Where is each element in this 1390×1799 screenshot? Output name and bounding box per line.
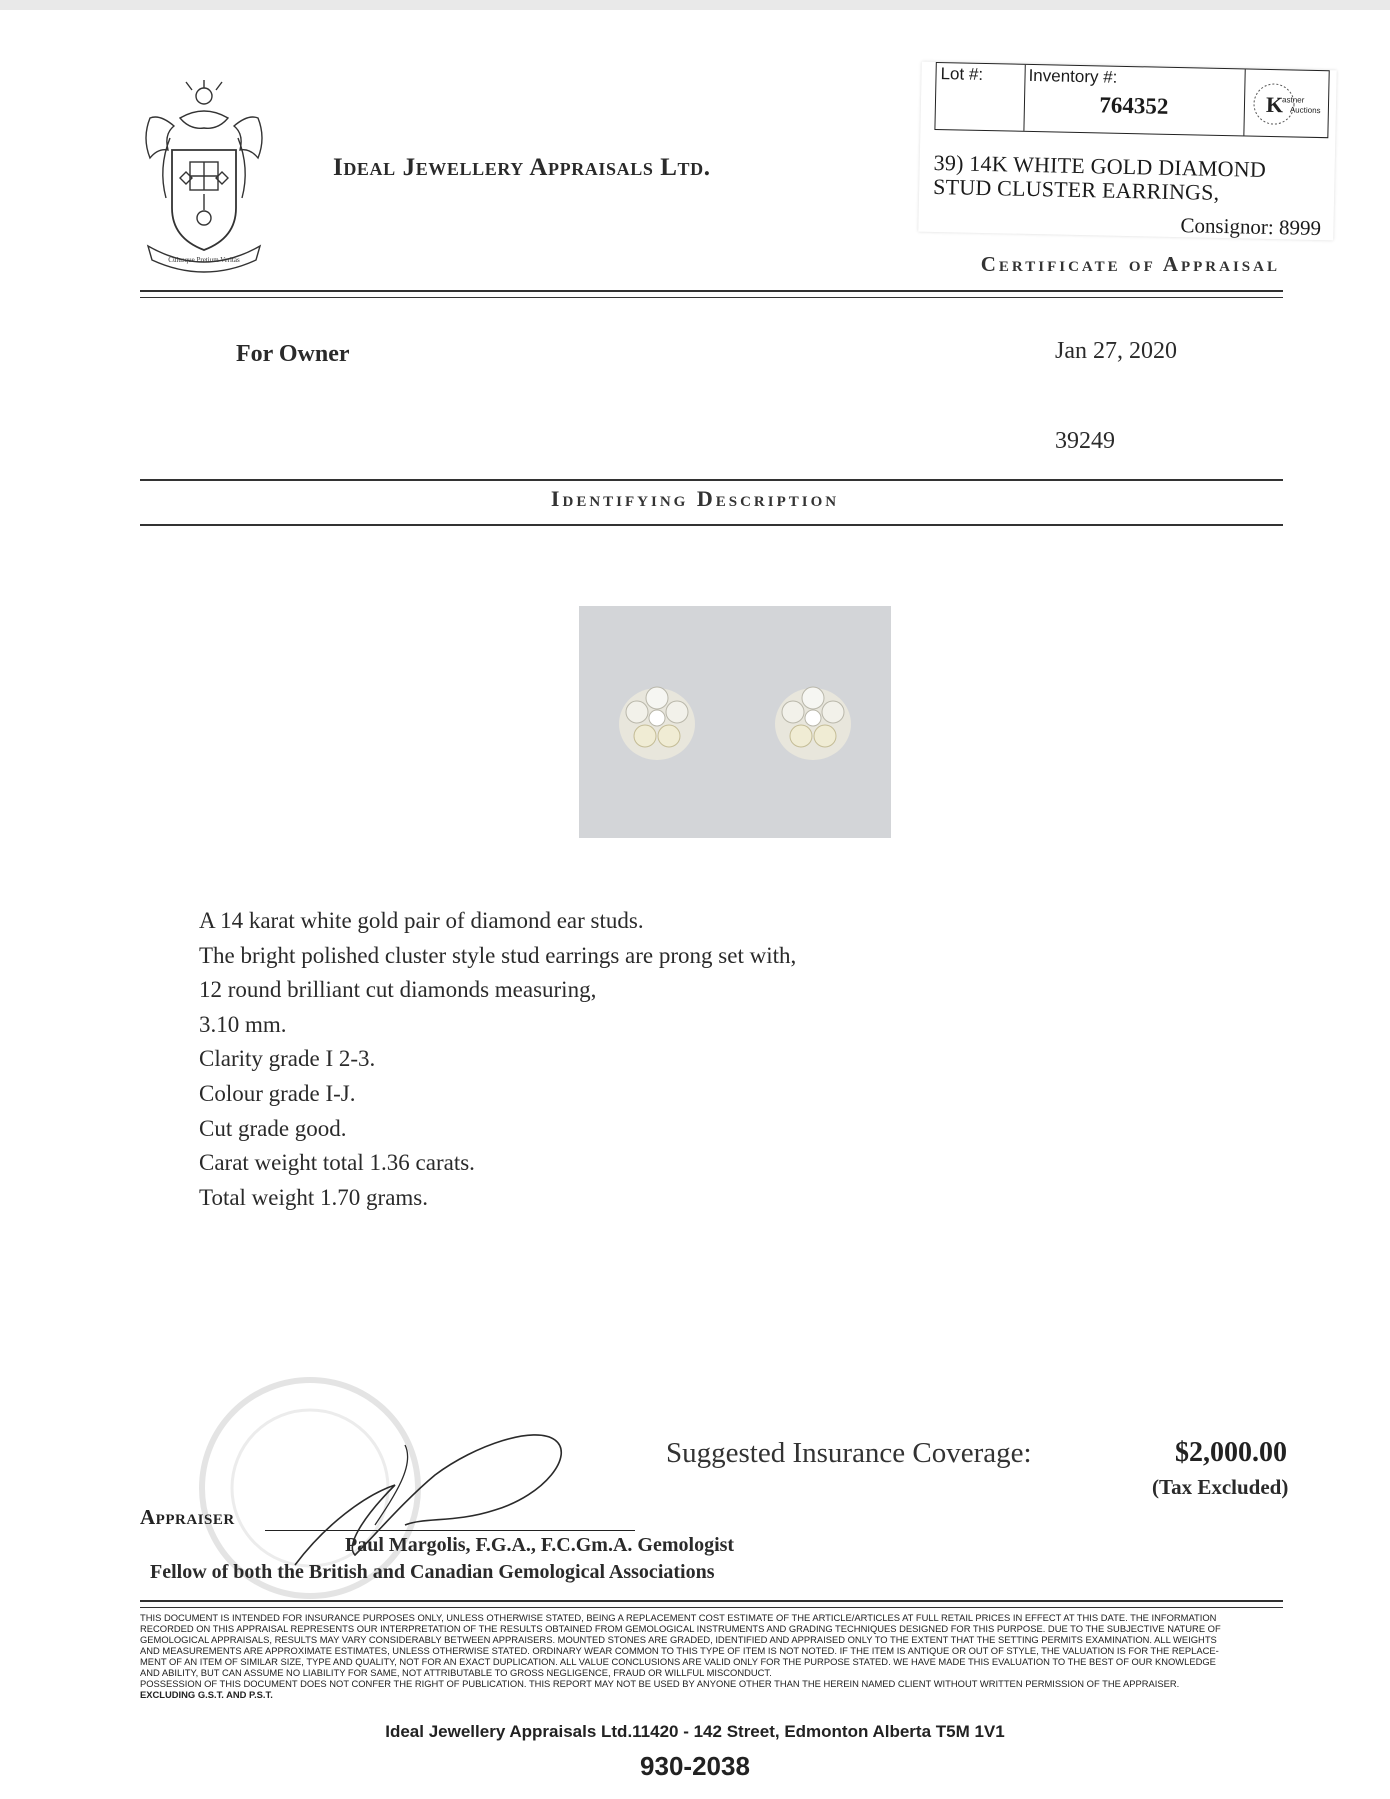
disclaimer-line: THIS DOCUMENT IS INTENDED FOR INSURANCE PURPOSES ONLY, UNLESS OTHERWISE STATED, BEING A REPLACEMENT COST ESTIMATE OF THE ARTICLE/ARTICLES AT FULL RETAIL PRICES IN EFFECT AT THIS DATE. THE INFORMATION <box>140 1612 1217 1623</box>
description-line: 12 round brilliant cut diamonds measuring, <box>199 977 597 1003</box>
description-line: The bright polished cluster style stud earrings are prong set with, <box>199 942 797 968</box>
appraiser-name: Paul Margolis, F.G.A., F.C.Gm.A. Gemologist <box>345 1534 735 1556</box>
disclaimer <box>140 1612 1283 1700</box>
footer-phone: 930-2038 <box>640 1751 750 1781</box>
description-line: Carat weight total 1.36 carats. <box>199 1150 475 1176</box>
inventory-label: Inventory #: <box>1028 65 1118 87</box>
coat-of-arms-icon <box>140 78 268 273</box>
page-top-edge <box>0 0 1390 10</box>
description-line: Clarity grade I 2-3. <box>199 1046 376 1072</box>
auction-house-logo-icon <box>1251 78 1322 131</box>
auction-label-sticker <box>918 62 1336 241</box>
footer-address: Ideal Jewellery Appraisals Ltd.11420 - 142 Street, Edmonton Alberta T5M 1V1 <box>385 1722 1005 1741</box>
earrings-photo <box>579 606 891 838</box>
sticker-item-line-1: 39) 14K WHITE GOLD DIAMOND <box>933 149 1267 182</box>
company-name: Ideal Jewellery Appraisals Ltd. <box>333 154 711 181</box>
item-description <box>199 904 796 1215</box>
svg-text:Auctions: Auctions <box>1289 105 1321 116</box>
inventory-number: 764352 <box>1099 92 1169 119</box>
section-divider-bottom <box>140 524 1283 526</box>
sticker-grid <box>934 62 1329 138</box>
disclaimer-line: AND ABILITY, BUT CAN ASSUME NO LIABILITY FOR SAME, NOT ATTRIBUTABLE TO GROSS NEGLIGENCE, FRAUD OR WILLFUL MISCONDUCT. <box>140 1667 772 1678</box>
disclaimer-line: POSSESSION OF THIS DOCUMENT DOES NOT CONFER THE RIGHT OF PUBLICATION. THIS REPORT MAY NOT BE USED BY ANYONE OTHER THAN THE HEREIN NAMED CLIENT WITHOUT WRITTEN PERMISSION OF THE APPRAISER. <box>140 1678 1180 1689</box>
coverage-value: $2,000.00 <box>1175 1437 1287 1468</box>
header-divider <box>140 290 1283 298</box>
appraiser-label: Appraiser <box>140 1505 235 1529</box>
description-line: Cut grade good. <box>199 1115 347 1141</box>
certificate-title: Certificate of Appraisal <box>980 252 1280 276</box>
lot-cell <box>935 63 1025 131</box>
owner-label: For Owner <box>236 341 350 367</box>
section-title: Identifying Description <box>550 486 840 511</box>
appraiser-fellowship: Fellow of both the British and Canadian Gemological Associations <box>150 1561 715 1583</box>
consignor-number: Consignor: 8999 <box>1180 213 1322 241</box>
certificate-number: 39249 <box>1055 428 1115 454</box>
inventory-cell <box>1023 65 1245 136</box>
description-line: Colour grade I-J. <box>199 1080 356 1106</box>
description-line: A 14 karat white gold pair of diamond ear studs. <box>199 908 644 933</box>
disclaimer-line: AND MEASUREMENTS ARE APPROXIMATE ESTIMATES, UNLESS OTHERWISE STATED. ORDINARY WEAR COMMON TO THIS TYPE OF ITEM IS NOT NOTED. IF THE ITEM IS ANTIQUE OR OUT OF STYLE, THE VALUATION IS FOR THE REPLACE- <box>140 1645 1219 1656</box>
disclaimer-line: MENT OF AN ITEM OF SIMILAR SIZE, TYPE AND QUALITY, NOT FOR AN EXACT DUPLICATION. ALL VALUE CONCLUSIONS ARE VALID ONLY FOR THE PURPOSE STATED. WE HAVE MADE THIS EVALUATION TO THE BEST OF OUR KNOWLEDGE <box>140 1656 1216 1667</box>
sticker-item-line-2: STUD CLUSTER EARRINGS, <box>932 173 1220 205</box>
disclaimer-line: EXCLUDING G.S.T. AND P.S.T. <box>140 1689 273 1700</box>
description-line: Total weight 1.70 grams. <box>199 1184 428 1210</box>
lot-label: Lot #: <box>940 64 984 84</box>
svg-text:K: K <box>1265 91 1284 118</box>
crest-motto: Cuiusque Pretium Veritas <box>168 256 240 264</box>
disclaimer-line: RECORDED ON THIS APPRAISAL REPRESENTS OUR INTERPRETATION OF THE RESULTS OBTAINED FROM GEMOLOGICAL INSTRUMENTS AND GRADING TECHNIQUES DESIGNED FOR THIS PURPOSE. DUE TO THE SUBJECTIVE NATURE OF <box>140 1623 1221 1634</box>
signature-line <box>265 1530 635 1531</box>
tax-note: (Tax Excluded) <box>1152 1475 1289 1499</box>
svg-text:astner: astner <box>1282 95 1305 105</box>
description-line: 3.10 mm. <box>199 1011 287 1037</box>
disclaimer-line: GEMOLOGICAL APPRAISALS, RESULTS MAY VARY CONSIDERABLY BETWEEN APPRAISERS. MOUNTED STONES ARE GRADED, IDENTIFIED AND APPRAISED ONLY TO THE EXTENT THAT THE SETTING PERMITS EXAMINATION. ALL WEIGHTS <box>140 1634 1217 1645</box>
section-divider-top <box>140 479 1283 481</box>
footer-divider <box>140 1600 1283 1608</box>
coverage-label: Suggested Insurance Coverage: <box>666 1437 1032 1469</box>
appraisal-date: Jan 27, 2020 <box>1055 338 1177 364</box>
